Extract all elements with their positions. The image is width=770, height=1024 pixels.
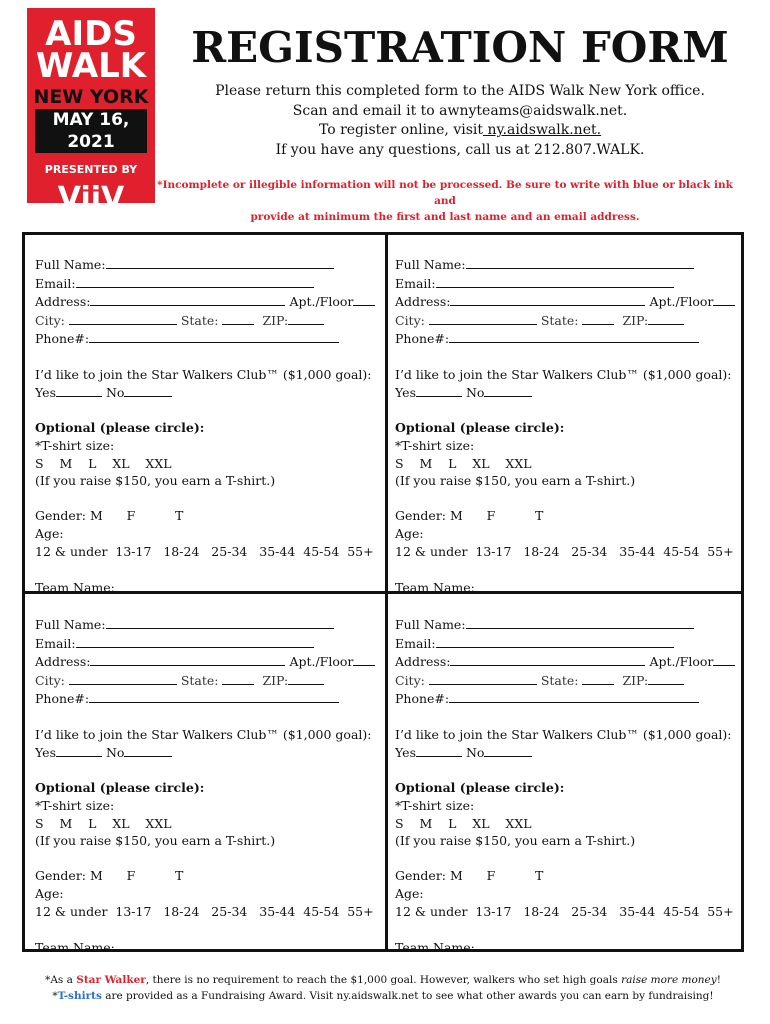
- address-label: Address:: [395, 294, 451, 310]
- warning-notice: [155, 177, 735, 225]
- yes-label: Yes: [395, 745, 416, 761]
- instruction-line-3-prefix: To register online, visit: [318, 122, 483, 138]
- warning-line-1: *Incomplete or illegible information will not be processed. Be sure to write with blue or black ink and: [157, 179, 733, 207]
- team-name-label: Team Name:: [395, 939, 475, 955]
- team-name-field[interactable]: [475, 578, 713, 592]
- registrant-panel-1: [35, 255, 385, 596]
- team-name-field[interactable]: [475, 938, 713, 952]
- instruction-line-3: [170, 121, 750, 141]
- address-field[interactable]: [450, 652, 645, 666]
- state-label: State:: [540, 672, 579, 688]
- full-name-field[interactable]: [106, 615, 334, 629]
- yes-field[interactable]: [416, 383, 462, 397]
- address-field[interactable]: [90, 292, 285, 306]
- email-field[interactable]: [436, 634, 674, 648]
- address-label: Address:: [35, 654, 91, 670]
- phone-label: Phone#:: [395, 331, 450, 347]
- team-name-field[interactable]: [115, 938, 353, 952]
- gender-options[interactable]: Gender: M F T: [395, 508, 544, 524]
- footer-line-1: *As a Star Walker, there is no requirement to reach the $1,000 goal. However, walkers who set high goals raise more money!: [45, 974, 721, 986]
- apt-field[interactable]: [713, 652, 735, 666]
- phone-label: Phone#:: [35, 331, 90, 347]
- state-label: State:: [540, 312, 579, 328]
- phone-label: Phone#:: [35, 691, 90, 707]
- address-field[interactable]: [90, 652, 285, 666]
- tshirt-label: *T-shirt size:: [35, 797, 115, 813]
- email-label: Email:: [35, 635, 76, 651]
- sponsor-logo: ViiV: [57, 181, 125, 216]
- age-label: Age:: [35, 885, 64, 901]
- instruction-line-2: Scan and email it to awnyteams@aidswalk.net.: [292, 102, 628, 119]
- city-label: City:: [395, 312, 425, 328]
- apt-label: Apt./Floor: [289, 654, 354, 670]
- full-name-field[interactable]: [466, 615, 694, 629]
- tshirt-sizes[interactable]: S M L XL XXL: [35, 815, 172, 831]
- yes-label: Yes: [35, 745, 56, 761]
- phone-field[interactable]: [449, 689, 699, 703]
- address-label: Address:: [35, 294, 91, 310]
- city-field[interactable]: [69, 671, 177, 685]
- zip-field[interactable]: [648, 671, 684, 685]
- age-ranges[interactable]: 12 & under 13-17 18-24 25-34 35-44 45-54 55+: [395, 543, 734, 559]
- full-name-field[interactable]: [466, 255, 694, 269]
- optional-heading: Optional (please circle):: [395, 780, 565, 796]
- no-field[interactable]: [484, 743, 532, 757]
- state-field[interactable]: [582, 671, 614, 685]
- age-label: Age:: [395, 885, 424, 901]
- instruction-line-1: Please return this completed form to the AIDS Walk New York office.: [215, 83, 705, 99]
- tshirt-sizes[interactable]: S M L XL XXL: [395, 455, 532, 471]
- yes-label: Yes: [35, 385, 56, 401]
- city-field[interactable]: [429, 311, 537, 325]
- tshirt-label: *T-shirt size:: [395, 437, 475, 453]
- city-field[interactable]: [69, 311, 177, 325]
- city-field[interactable]: [429, 671, 537, 685]
- full-name-label: Full Name:: [395, 257, 466, 272]
- tshirt-sizes[interactable]: S M L XL XXL: [395, 815, 532, 831]
- phone-field[interactable]: [89, 689, 339, 703]
- tshirt-label: *T-shirt size:: [395, 797, 475, 813]
- age-ranges[interactable]: 12 & under 13-17 18-24 25-34 35-44 45-54 55+: [35, 543, 374, 559]
- tshirt-note: (If you raise $150, you earn a T-shirt.): [395, 473, 636, 489]
- page-title: REGISTRATION FORM: [191, 23, 729, 72]
- star-walkers-question: I’d like to join the Star Walkers Club™ ($1,000 goal):: [395, 366, 732, 382]
- email-label: Email:: [395, 635, 436, 651]
- yes-field[interactable]: [416, 743, 462, 757]
- email-label: Email:: [35, 275, 76, 291]
- zip-field[interactable]: [288, 311, 324, 325]
- gender-options[interactable]: Gender: M F T: [395, 868, 544, 884]
- sponsor-sub: Healthcare: [66, 214, 116, 224]
- logo-new-york: NEW YORK: [33, 86, 149, 108]
- footer-notes: [22, 972, 744, 1004]
- no-field[interactable]: [124, 743, 172, 757]
- star-walkers-question: I’d like to join the Star Walkers Club™ ($1,000 goal):: [35, 726, 372, 742]
- tshirt-note: (If you raise $150, you earn a T-shirt.): [35, 473, 276, 489]
- apt-label: Apt./Floor: [289, 294, 354, 310]
- optional-heading: Optional (please circle):: [395, 420, 565, 436]
- no-label: No: [465, 385, 485, 401]
- address-label: Address:: [395, 654, 451, 670]
- city-label: City:: [395, 672, 425, 688]
- age-label: Age:: [395, 525, 424, 541]
- address-field[interactable]: [450, 292, 645, 306]
- warning-line-2: provide at minimum the first and last name and an email address.: [250, 211, 640, 223]
- yes-field[interactable]: [56, 383, 102, 397]
- full-name-label: Full Name:: [395, 617, 466, 632]
- register-link[interactable]: ny.aidswalk.net.: [483, 122, 602, 138]
- no-field[interactable]: [124, 383, 172, 397]
- tshirts-term: T-shirts: [57, 990, 102, 1002]
- team-name-field[interactable]: [115, 578, 353, 592]
- state-label: State:: [180, 672, 219, 688]
- age-ranges[interactable]: 12 & under 13-17 18-24 25-34 35-44 45-54 55+: [395, 903, 734, 919]
- tshirt-label: *T-shirt size:: [35, 437, 115, 453]
- full-name-label: Full Name:: [35, 257, 106, 272]
- phone-field[interactable]: [449, 329, 699, 343]
- logo-date: MAY 16, 2021: [35, 109, 147, 153]
- state-field[interactable]: [222, 311, 254, 325]
- star-walkers-question: I’d like to join the Star Walkers Club™ ($1,000 goal):: [395, 726, 732, 742]
- optional-heading: Optional (please circle):: [35, 780, 205, 796]
- email-field[interactable]: [76, 634, 314, 648]
- age-label: Age:: [35, 525, 64, 541]
- apt-field[interactable]: [353, 652, 375, 666]
- email-field[interactable]: [76, 274, 314, 288]
- star-walker-term: Star Walker: [76, 974, 146, 986]
- logo-walk: WALK: [35, 46, 147, 86]
- zip-label: ZIP:: [262, 672, 289, 688]
- zip-label: ZIP:: [622, 672, 649, 688]
- logo-aids: AIDS: [45, 14, 137, 54]
- zip-label: ZIP:: [262, 312, 289, 328]
- city-label: City:: [35, 312, 65, 328]
- no-label: No: [465, 745, 485, 761]
- apt-label: Apt./Floor: [649, 654, 714, 670]
- city-label: City:: [35, 672, 65, 688]
- state-field[interactable]: [222, 671, 254, 685]
- aids-walk-logo: [27, 8, 155, 224]
- no-field[interactable]: [484, 383, 532, 397]
- no-label: No: [105, 385, 125, 401]
- zip-field[interactable]: [648, 311, 684, 325]
- team-name-label: Team Name:: [35, 939, 115, 955]
- apt-field[interactable]: [353, 292, 375, 306]
- zip-field[interactable]: [288, 671, 324, 685]
- zip-label: ZIP:: [622, 312, 649, 328]
- state-label: State:: [180, 312, 219, 328]
- email-label: Email:: [395, 275, 436, 291]
- full-name-label: Full Name:: [35, 617, 106, 632]
- footer-line-2: *T-shirts are provided as a Fundraising Award. Visit ny.aidswalk.net to see what other awards you can earn by fundraising!: [52, 990, 714, 1002]
- age-ranges[interactable]: 12 & under 13-17 18-24 25-34 35-44 45-54 55+: [35, 903, 374, 919]
- yes-label: Yes: [395, 385, 416, 401]
- apt-label: Apt./Floor: [649, 294, 714, 310]
- email-field[interactable]: [436, 274, 674, 288]
- no-label: No: [105, 745, 125, 761]
- star-walkers-question: I’d like to join the Star Walkers Club™ ($1,000 goal):: [35, 366, 372, 382]
- registration-grid: [22, 232, 744, 955]
- apt-field[interactable]: [713, 292, 735, 306]
- yes-field[interactable]: [56, 743, 102, 757]
- phone-field[interactable]: [89, 329, 339, 343]
- registrant-panel-2: [395, 255, 745, 596]
- team-name-label: Team Name:: [395, 579, 475, 595]
- full-name-field[interactable]: [106, 255, 334, 269]
- tshirt-sizes[interactable]: S M L XL XXL: [35, 455, 172, 471]
- instruction-line-4: If you have any questions, call us at 212.807.WALK.: [275, 141, 645, 158]
- tshirt-note: (If you raise $150, you earn a T-shirt.): [395, 833, 636, 849]
- team-name-label: Team Name:: [35, 579, 115, 595]
- gender-options[interactable]: Gender: M F T: [35, 868, 184, 884]
- registrant-panel-4: [395, 615, 745, 956]
- instructions: [170, 82, 750, 160]
- tshirt-note: (If you raise $150, you earn a T-shirt.): [35, 833, 276, 849]
- optional-heading: Optional (please circle):: [35, 420, 205, 436]
- gender-options[interactable]: Gender: M F T: [35, 508, 184, 524]
- phone-label: Phone#:: [395, 691, 450, 707]
- state-field[interactable]: [582, 311, 614, 325]
- registrant-panel-3: [35, 615, 385, 956]
- logo-presented-by: PRESENTED BY: [44, 163, 138, 176]
